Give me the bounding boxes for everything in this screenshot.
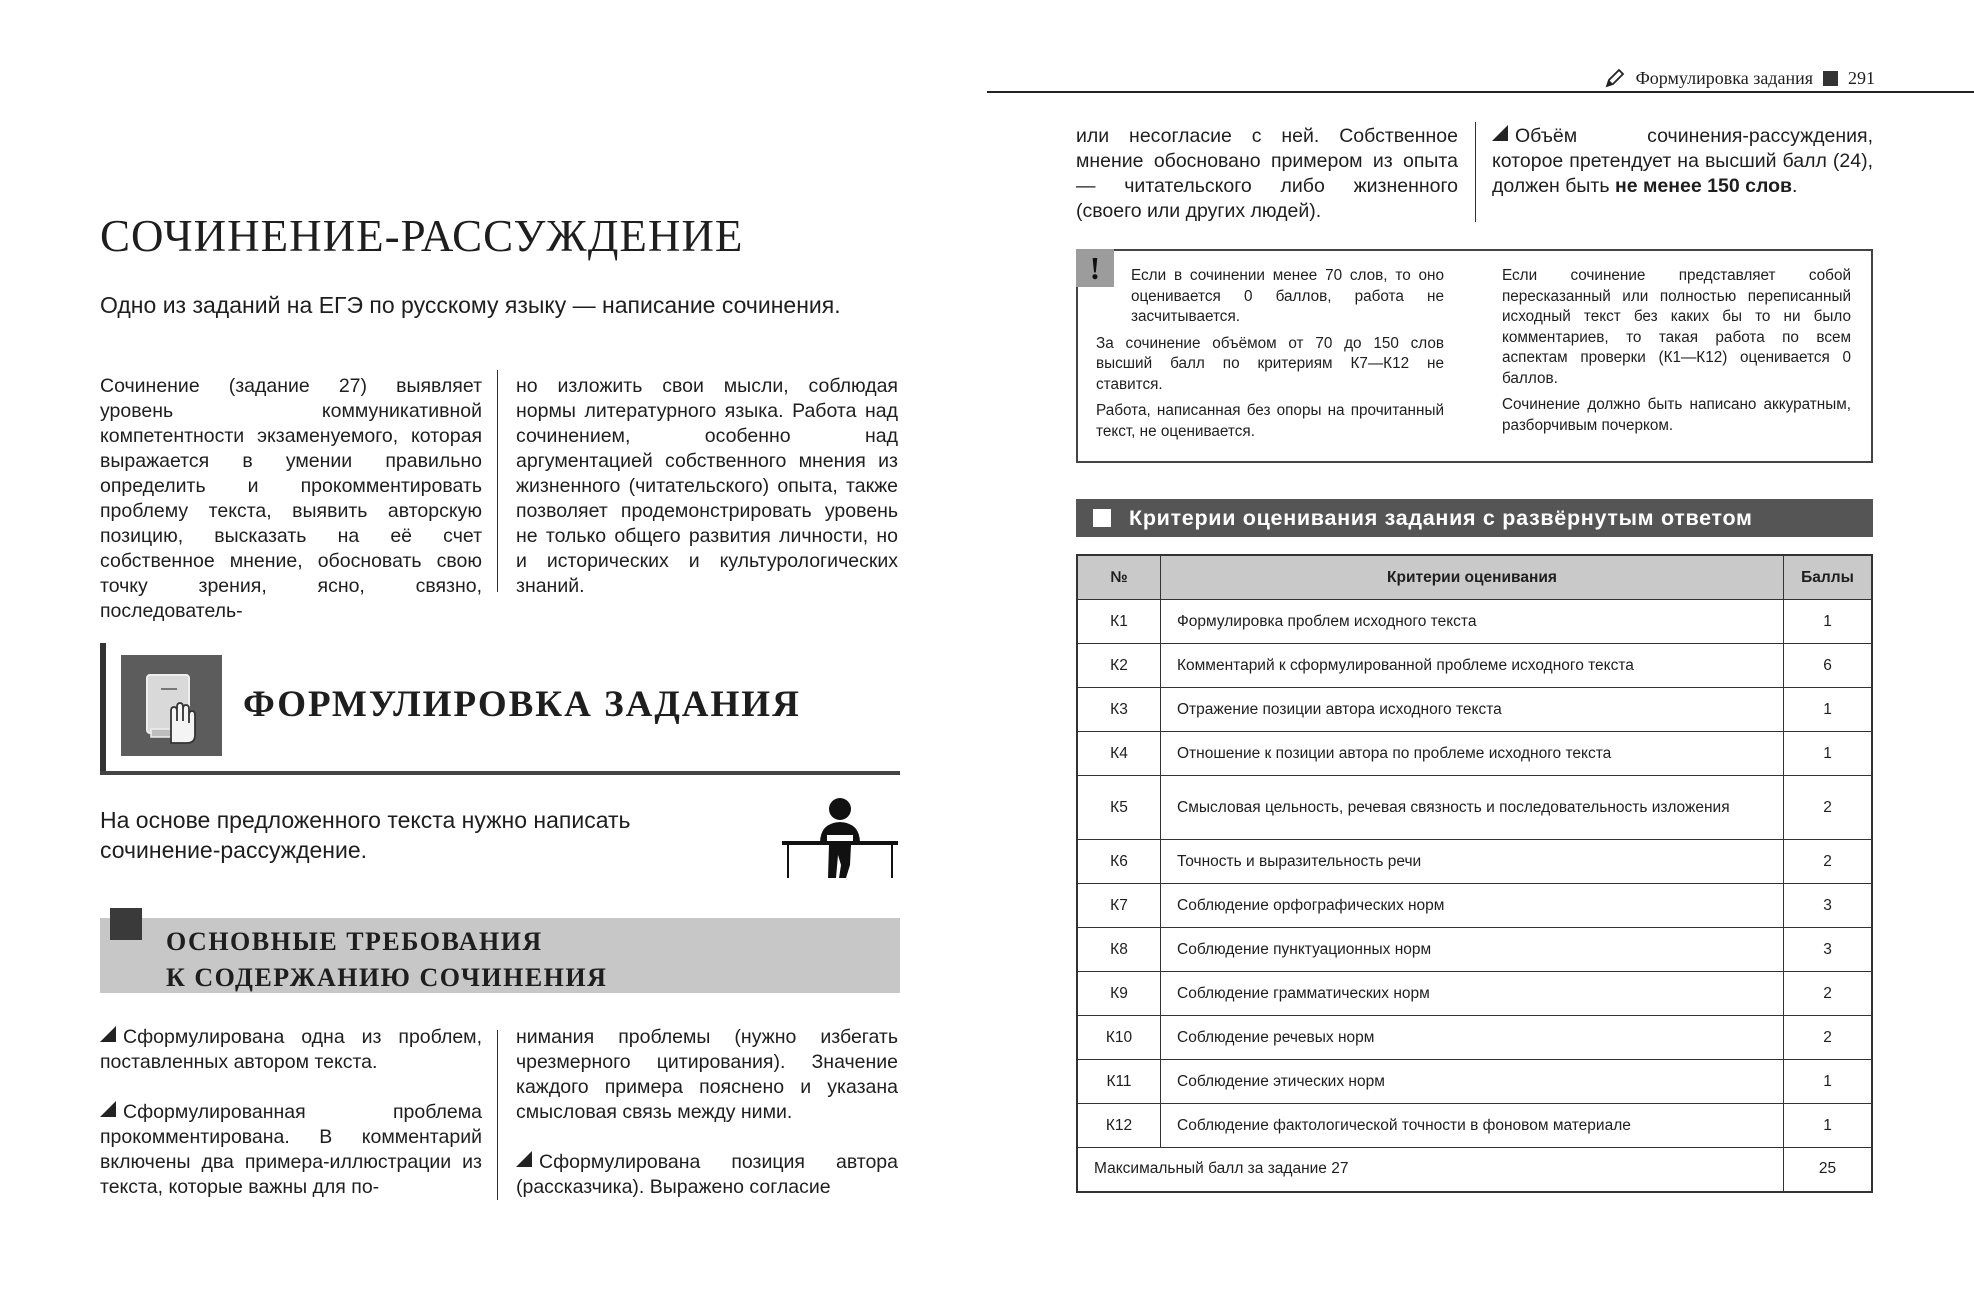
student-at-desk-icon — [780, 795, 900, 880]
header-points: Баллы — [1784, 555, 1873, 600]
criterion-code: К4 — [1077, 732, 1161, 776]
requirements-column-3: или несогласие с ней. Собственное мнение обосновано примером из опыта — читательского либо жизненного (своего или других людей). — [1076, 125, 1458, 222]
note-paragraph: Сочинение должно быть написано аккуратным, разборчивым почерком. — [1502, 396, 1851, 434]
criterion-code: К8 — [1077, 928, 1161, 972]
requirement-item-continued: нимания проблемы (нужно избегать чрезмерного цитирования). Значение каждого примера пояснено и указана смысловая связь между ними. — [516, 1026, 898, 1123]
task-text: На основе предложенного текста нужно написать сочинение-рассуждение. — [100, 807, 631, 863]
table-row — [1077, 600, 1872, 644]
criterion-text: Соблюдение орфографических норм — [1161, 884, 1784, 928]
triangle-bullet-icon — [100, 1101, 116, 1117]
criteria-square — [1093, 509, 1111, 527]
banner-left-bar — [100, 643, 106, 775]
table-row — [1077, 732, 1872, 776]
header-criterion: Критерии оценивания — [1161, 555, 1784, 600]
header-square — [1823, 71, 1838, 86]
criterion-points: 2 — [1784, 840, 1873, 884]
total-points: 25 — [1784, 1148, 1873, 1192]
formulation-title: ФОРМУЛИРОВКА ЗАДАНИЯ — [243, 684, 801, 725]
requirements-title-line2: К СОДЕРЖАНИЮ СОЧИНЕНИЯ — [166, 963, 608, 992]
page-title: СОЧИНЕНИЕ-РАССУЖДЕНИЕ — [100, 211, 744, 261]
intro-text: Одно из заданий на ЕГЭ по русскому языку — написание сочинения. — [100, 292, 841, 318]
criterion-code: К12 — [1077, 1104, 1161, 1148]
triangle-bullet-icon — [1492, 125, 1508, 141]
criterion-text: Отражение позиции автора исходного текста — [1161, 688, 1784, 732]
criterion-text: Соблюдение этических норм — [1161, 1060, 1784, 1104]
table-row — [1077, 776, 1872, 840]
criterion-points: 2 — [1784, 972, 1873, 1016]
requirements-title — [166, 924, 607, 996]
criterion-points: 1 — [1784, 600, 1873, 644]
column-divider — [1475, 122, 1476, 222]
book-hand-icon — [121, 655, 222, 756]
requirements-column-1 — [100, 1025, 482, 1200]
criterion-points: 3 — [1784, 928, 1873, 972]
criterion-points: 2 — [1784, 776, 1873, 840]
requirement-item: Сформулирована одна из проблем, поставленных автором текста. — [100, 1026, 482, 1073]
table-total-row — [1077, 1148, 1872, 1192]
note-paragraph: За сочинение объёмом от 70 до 150 слов высший балл по критериям К7—К12 не ставится. — [1096, 334, 1444, 393]
criterion-text: Комментарий к сформулированной проблеме исходного текста — [1161, 644, 1784, 688]
criterion-code: К3 — [1077, 688, 1161, 732]
criterion-code: К9 — [1077, 972, 1161, 1016]
criteria-table — [1076, 554, 1873, 1193]
table-header-row — [1077, 555, 1872, 600]
criterion-code: К2 — [1077, 644, 1161, 688]
criterion-code: К7 — [1077, 884, 1161, 928]
criterion-points: 1 — [1784, 732, 1873, 776]
table-row — [1077, 1016, 1872, 1060]
total-label: Максимальный балл за задание 27 — [1077, 1148, 1784, 1192]
note-right-column — [1502, 266, 1851, 442]
criterion-points: 6 — [1784, 644, 1873, 688]
criteria-title: Критерии оценивания задания с развёрнутым ответом — [1129, 506, 1753, 530]
triangle-bullet-icon — [100, 1026, 116, 1042]
running-head — [1570, 64, 1875, 92]
requirements-column-2 — [516, 1025, 898, 1200]
criterion-points: 3 — [1784, 884, 1873, 928]
table-row — [1077, 1060, 1872, 1104]
criterion-code: К1 — [1077, 600, 1161, 644]
criterion-code: К6 — [1077, 840, 1161, 884]
running-head-title: Формулировка задания — [1635, 67, 1813, 88]
note-paragraph: Если в сочинении менее 70 слов, то оно оценивается 0 баллов, работа не засчитывается. — [1131, 267, 1444, 325]
requirement-item: Сформулирована позиция автора (рассказчика). Выражено согласие — [516, 1151, 898, 1198]
header-num: № — [1077, 555, 1161, 600]
criterion-text: Соблюдение пунктуационных норм — [1161, 928, 1784, 972]
criterion-points: 2 — [1784, 1016, 1873, 1060]
table-row — [1077, 1104, 1872, 1148]
criterion-text: Смысловая цельность, речевая связность и последовательность изложения — [1161, 776, 1784, 840]
criterion-code: К5 — [1077, 776, 1161, 840]
criterion-code: К11 — [1077, 1060, 1161, 1104]
table-row — [1077, 972, 1872, 1016]
banner-underline — [100, 771, 900, 775]
criterion-text: Соблюдение фактологической точности в фоновом материале — [1161, 1104, 1784, 1148]
criterion-text: Отношение к позиции автора по проблеме исходного текста — [1161, 732, 1784, 776]
criterion-text: Соблюдение речевых норм — [1161, 1016, 1784, 1060]
criterion-text: Точность и выразительность речи — [1161, 840, 1784, 884]
pencil-icon — [1604, 67, 1626, 89]
intro-column-2: но изложить свои мысли, соблюдая нормы литературного языка. Работа над сочинением, особенно над аргументацией собственного мнения из жизненного (читательского) опыта, также позволяет продемонстрировать уровень не только общего развития личности, но и исторических и культурологических знаний. — [516, 375, 898, 597]
criterion-code: К10 — [1077, 1016, 1161, 1060]
criterion-points: 1 — [1784, 1060, 1873, 1104]
criterion-points: 1 — [1784, 1104, 1873, 1148]
requirement-item: Сформулированная проблема прокомментирована. В комментарий включены два примера-иллюстрации из текста, которые важны для по- — [100, 1101, 482, 1198]
column-divider — [497, 1030, 498, 1200]
table-row — [1077, 688, 1872, 732]
criterion-points: 1 — [1784, 688, 1873, 732]
note-left-column — [1096, 266, 1444, 448]
triangle-bullet-icon — [516, 1151, 532, 1167]
table-row — [1077, 884, 1872, 928]
table-row — [1077, 644, 1872, 688]
criterion-text: Формулировка проблем исходного текста — [1161, 600, 1784, 644]
table-row — [1077, 840, 1872, 884]
table-row — [1077, 928, 1872, 972]
column-divider — [497, 370, 498, 592]
criterion-text: Соблюдение грамматических норм — [1161, 972, 1784, 1016]
requirements-title-line1: ОСНОВНЫЕ ТРЕБОВАНИЯ — [166, 927, 543, 956]
note-paragraph: Работа, написанная без опоры на прочитанный текст, не оценивается. — [1096, 402, 1444, 440]
exclamation-icon: ! — [1076, 249, 1114, 287]
requirements-square — [110, 908, 142, 940]
page-number: 291 — [1848, 67, 1875, 88]
intro-column-1: Сочинение (задание 27) выявляет уровень коммуникативной компетентности экзаменуемого, которая выражается в умении правильно определить и прокомментировать проблему текста, выявить авторскую позицию, высказать на её счет собственное мнение, обосновать свою точку зрения, ясно, связно, последователь- — [100, 375, 482, 622]
note-paragraph: Если сочинение представляет собой пересказанный или полностью переписанный исходный текст без каких бы то ни было комментариев, то такая работа по всем аспектам проверки (К1—К12) оценивается 0 баллов. — [1502, 267, 1851, 387]
requirements-column-4: Объём сочинения-рассуждения, которое претендует на высший балл (24), должен быть не менее 150 слов. — [1492, 125, 1873, 197]
